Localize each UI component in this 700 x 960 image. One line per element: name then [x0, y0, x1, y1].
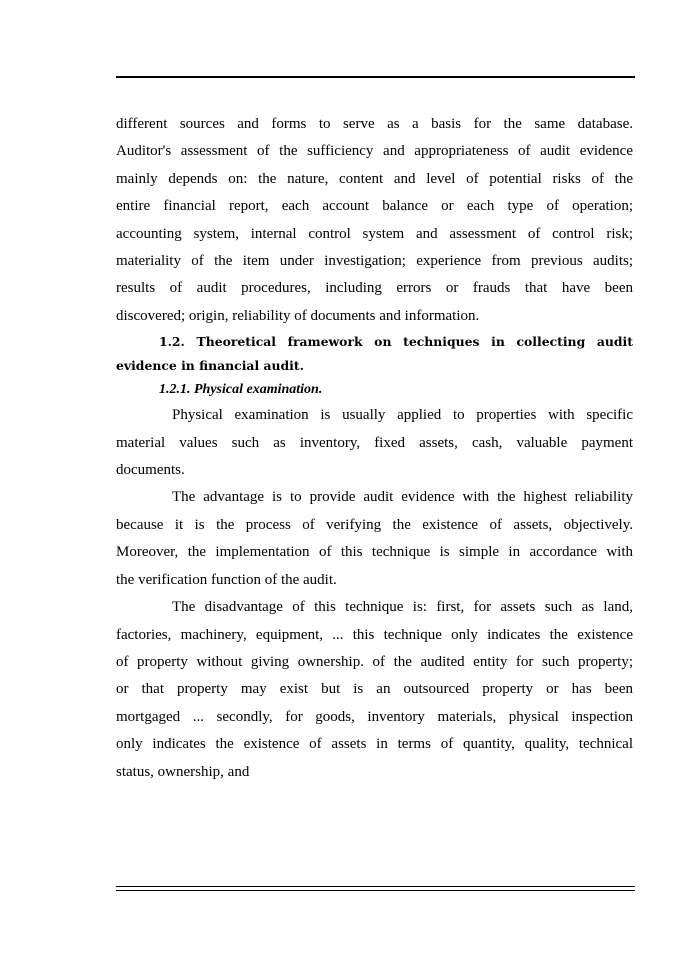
text-line: factories, machinery, equipment, ... this technique only indicates the existence	[116, 626, 633, 643]
text-line: Moreover, the implementation of this technique is simple in accordance with	[116, 544, 633, 561]
text-line: only indicates the existence of assets in terms of quantity, quality, technical	[116, 736, 633, 753]
footer-rule	[116, 886, 635, 891]
text-line: The advantage is to provide audit evidence with the highest reliability	[172, 489, 633, 506]
text-line: mortgaged ... secondly, for goods, inventory materials, physical inspection	[116, 708, 633, 725]
text-line: or that property may exist but is an outsourced property or has been	[116, 681, 633, 698]
page-body	[116, 111, 633, 786]
header-rule	[116, 76, 635, 78]
section-heading-1-2-1: 1.2.1. Physical examination.	[159, 382, 323, 398]
text-line: accounting system, internal control system and assessment of control risk;	[116, 225, 633, 242]
text-line: results of audit procedures, including errors or frauds that have been	[116, 280, 633, 297]
text-line: of property without giving ownership. of the audited entity for such property;	[116, 653, 633, 670]
text-line: The disadvantage of this technique is: first, for assets such as land,	[172, 599, 633, 616]
paragraph-physical-examination	[116, 402, 633, 484]
text-line: documents.	[116, 462, 185, 479]
text-line: Auditor's assessment of the sufficiency and appropriateness of audit evidence	[116, 143, 633, 160]
text-line: status, ownership, and	[116, 763, 250, 780]
text-line: mainly depends on: the nature, content and level of potential risks of the	[116, 170, 633, 187]
text-line: because it is the process of verifying the existence of assets, objectively.	[116, 516, 633, 533]
text-line: discovered; origin, reliability of documents and information.	[116, 307, 480, 324]
text-line: material values such as inventory, fixed assets, cash, valuable payment	[116, 434, 633, 451]
text-line: the verification function of the audit.	[116, 571, 337, 588]
paragraph-advantage	[116, 484, 633, 594]
section-heading-1-2: 1.2. Theoretical framework on techniques in collecting audit evidence in financial audit.	[116, 334, 633, 374]
text-line: Physical examination is usually applied to properties with specific	[172, 407, 633, 424]
paragraph-audit-evidence-assessment	[116, 111, 633, 330]
paragraph-disadvantage	[116, 594, 633, 786]
text-line: different sources and forms to serve as a basis for the same database.	[116, 116, 633, 132]
text-line: entire financial report, each account balance or each type of operation;	[116, 198, 633, 215]
text-line: materiality of the item under investigation; experience from previous audits;	[116, 253, 633, 270]
